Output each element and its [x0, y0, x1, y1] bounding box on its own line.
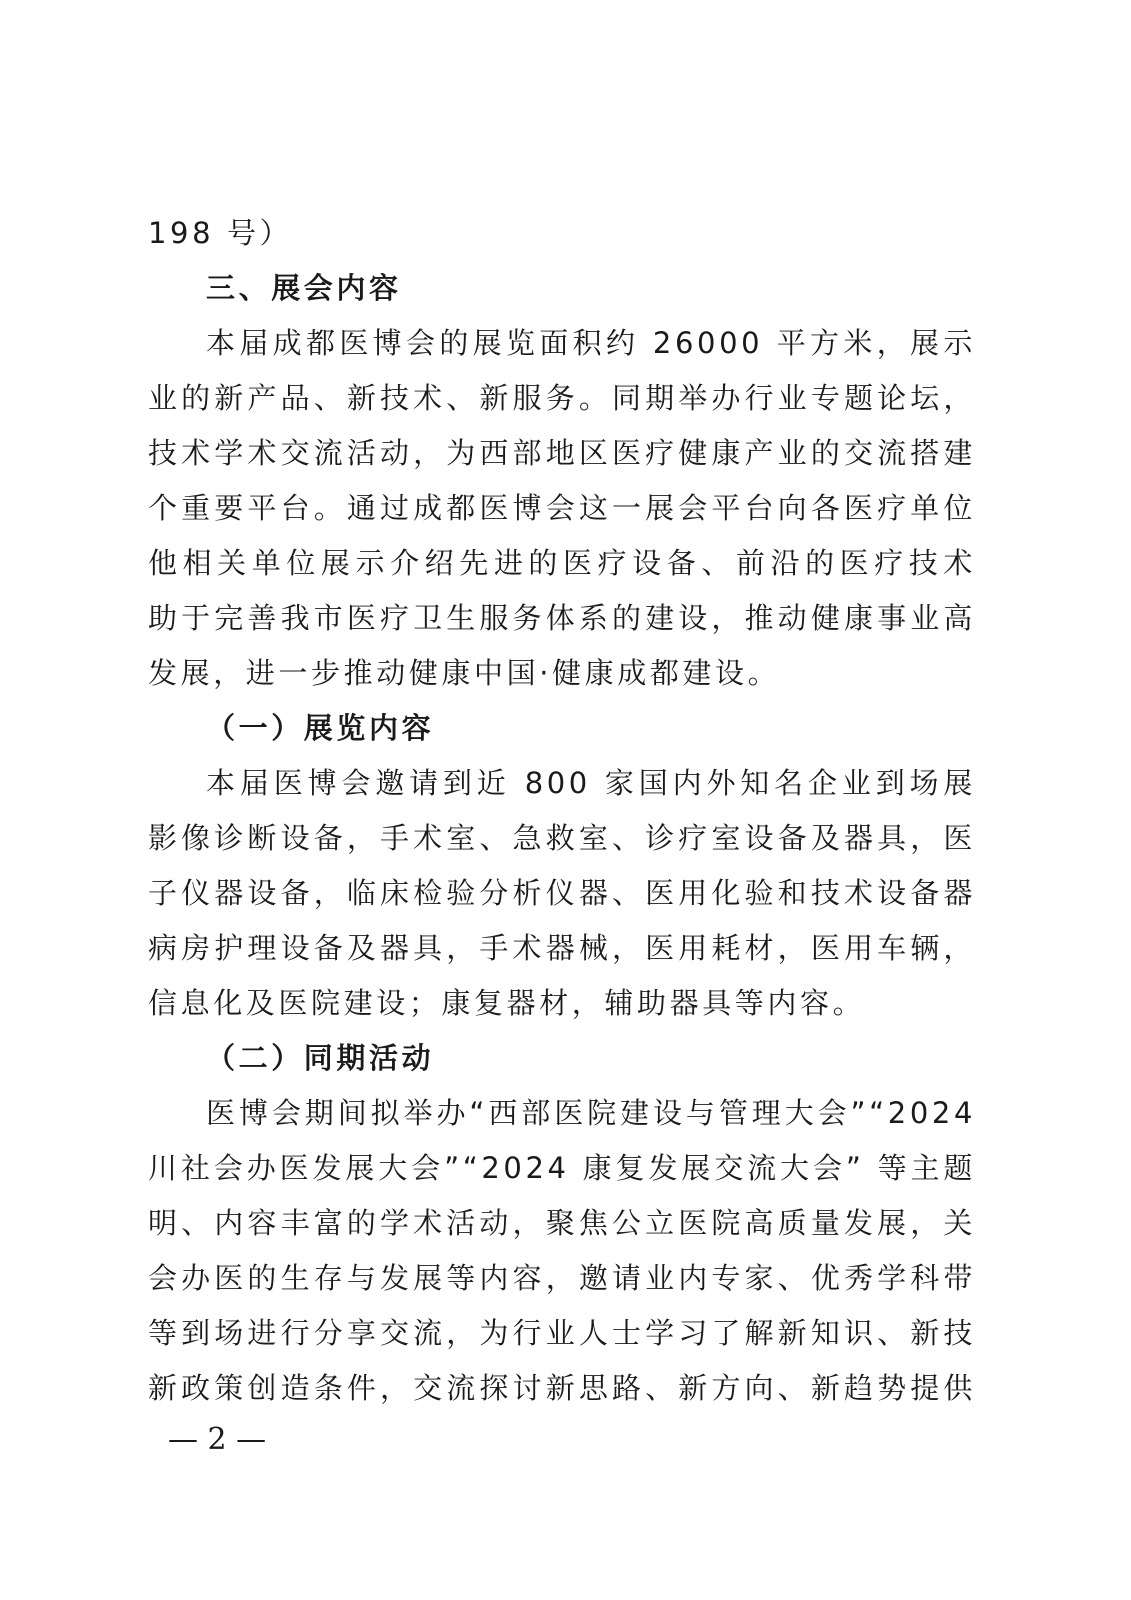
text-line: 子仪器设备，临床检验分析仪器、医用化验和技术设备器: [148, 876, 976, 910]
text-line: 明、内容丰富的学术活动，聚焦公立医院高质量发展，关: [148, 1206, 976, 1240]
text-line: 本届成都医博会的展览面积约 26000 平方米，展示: [206, 326, 976, 360]
body-text: [148, 206, 976, 1416]
text-line: 198 号）: [148, 216, 293, 250]
text-line: 信息化及医院建设；康复器材，辅助器具等内容。: [148, 986, 866, 1020]
text-line: 业的新产品、新技术、新服务。同期举办行业专题论坛，: [148, 381, 976, 415]
page-number: — 2 —: [168, 1422, 267, 1457]
text-line: 本届医博会邀请到近 800 家国内外知名企业到场展: [206, 766, 976, 800]
text-line: 病房护理设备及器具，手术器械，医用耗材，医用车辆，: [148, 931, 976, 965]
text-line: 川社会办医发展大会”“2024 康复发展交流大会” 等主题: [148, 1151, 976, 1185]
text-line: 新政策创造条件，交流探讨新思路、新方向、新趋势提供: [148, 1371, 976, 1405]
subsection-heading: （二）同期活动: [206, 1041, 435, 1075]
section-heading: 三、展会内容: [206, 271, 402, 305]
text-line: 影像诊断设备，手术室、急救室、诊疗室设备及器具，医: [148, 821, 976, 855]
text-line: 等到场进行分享交流，为行业人士学习了解新知识、新技: [148, 1316, 976, 1350]
text-line: 会办医的生存与发展等内容，邀请业内专家、优秀学科带: [148, 1261, 976, 1295]
text-line: 医博会期间拟举办“西部医院建设与管理大会”“2024: [206, 1096, 976, 1130]
subsection-heading: （一）展览内容: [206, 711, 435, 745]
text-line: 他相关单位展示介绍先进的医疗设备、前沿的医疗技术: [148, 546, 976, 580]
text-line: 发展，进一步推动健康中国·健康成都建设。: [148, 656, 781, 690]
text-line: 助于完善我市医疗卫生服务体系的建设，推动健康事业高: [148, 601, 976, 635]
text-line: 个重要平台。通过成都医博会这一展会平台向各医疗单位: [148, 491, 976, 525]
text-line: 技术学术交流活动，为西部地区医疗健康产业的交流搭建: [148, 436, 976, 470]
